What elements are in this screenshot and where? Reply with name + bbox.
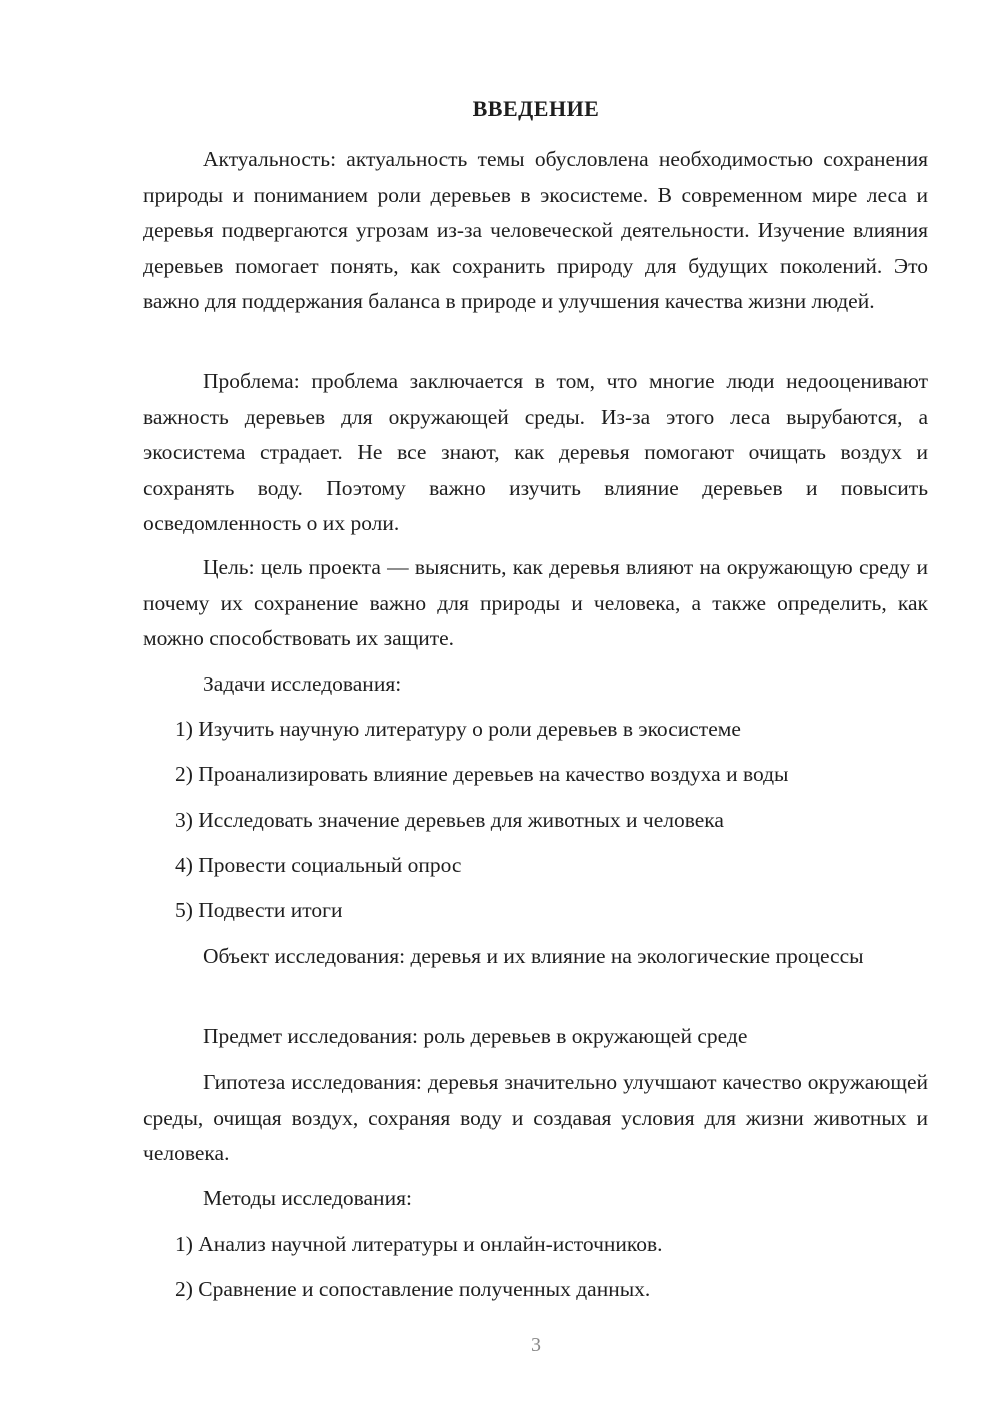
method-item-2: 2) Сравнение и сопоставление полученных данных. <box>175 1277 651 1301</box>
task-item-2: 2) Проанализировать влияние деревьев на качество воздуха и воды <box>175 762 789 786</box>
task-item-5: 5) Подвести итоги <box>175 898 343 922</box>
subject-paragraph: Предмет исследования: роль деревьев в окружающей среде <box>203 1024 748 1048</box>
object-paragraph: Объект исследования: деревья и их влияние на экологические процессы <box>203 944 864 968</box>
tasks-heading: Задачи исследования: <box>203 672 402 696</box>
method-item-1: 1) Анализ научной литературы и онлайн-источников. <box>175 1232 663 1256</box>
methods-heading: Методы исследования: <box>203 1186 412 1210</box>
page-number: 3 <box>531 1334 541 1356</box>
hypothesis-paragraph: Гипотеза исследования: деревья значительно улучшают качество окружающей среды, очищая воздух, сохраняя воду и создавая условия для жизни животных и человека. <box>143 1070 928 1166</box>
page-title: ВВЕДЕНИЕ <box>472 96 600 121</box>
goal-paragraph: Цель: цель проекта — выяснить, как деревья влияют на окружающую среду и почему их сохранение важно для природы и человека, а также определить, как можно способствовать их защите. <box>143 555 928 651</box>
task-item-3: 3) Исследовать значение деревьев для животных и человека <box>175 808 724 832</box>
problem-paragraph: Проблема: проблема заключается в том, что многие люди недооценивают важность деревьев для окружающей среды. Из-за этого леса вырубаются, а экосистема страдает. Не все знают, как деревья помогают очищать воздух и сохранять воду. Поэтому важно изучить влияние деревьев и повысить осведомленность о их роли. <box>143 369 928 536</box>
task-item-1: 1) Изучить научную литературу о роли деревьев в экосистеме <box>175 717 741 741</box>
relevance-paragraph: Актуальность: актуальность темы обусловлена необходимостью сохранения природы и пониманием роли деревьев в экосистеме. В современном мире леса и деревья подвергаются угрозам из-за человеческой деятельности. Изучение влияния деревьев помогает понять, как сохранить природу для будущих поколений. Это важно для поддержания баланса в природе и улучшения качества жизни людей. <box>143 147 928 314</box>
task-item-4: 4) Провести социальный опрос <box>175 853 462 877</box>
